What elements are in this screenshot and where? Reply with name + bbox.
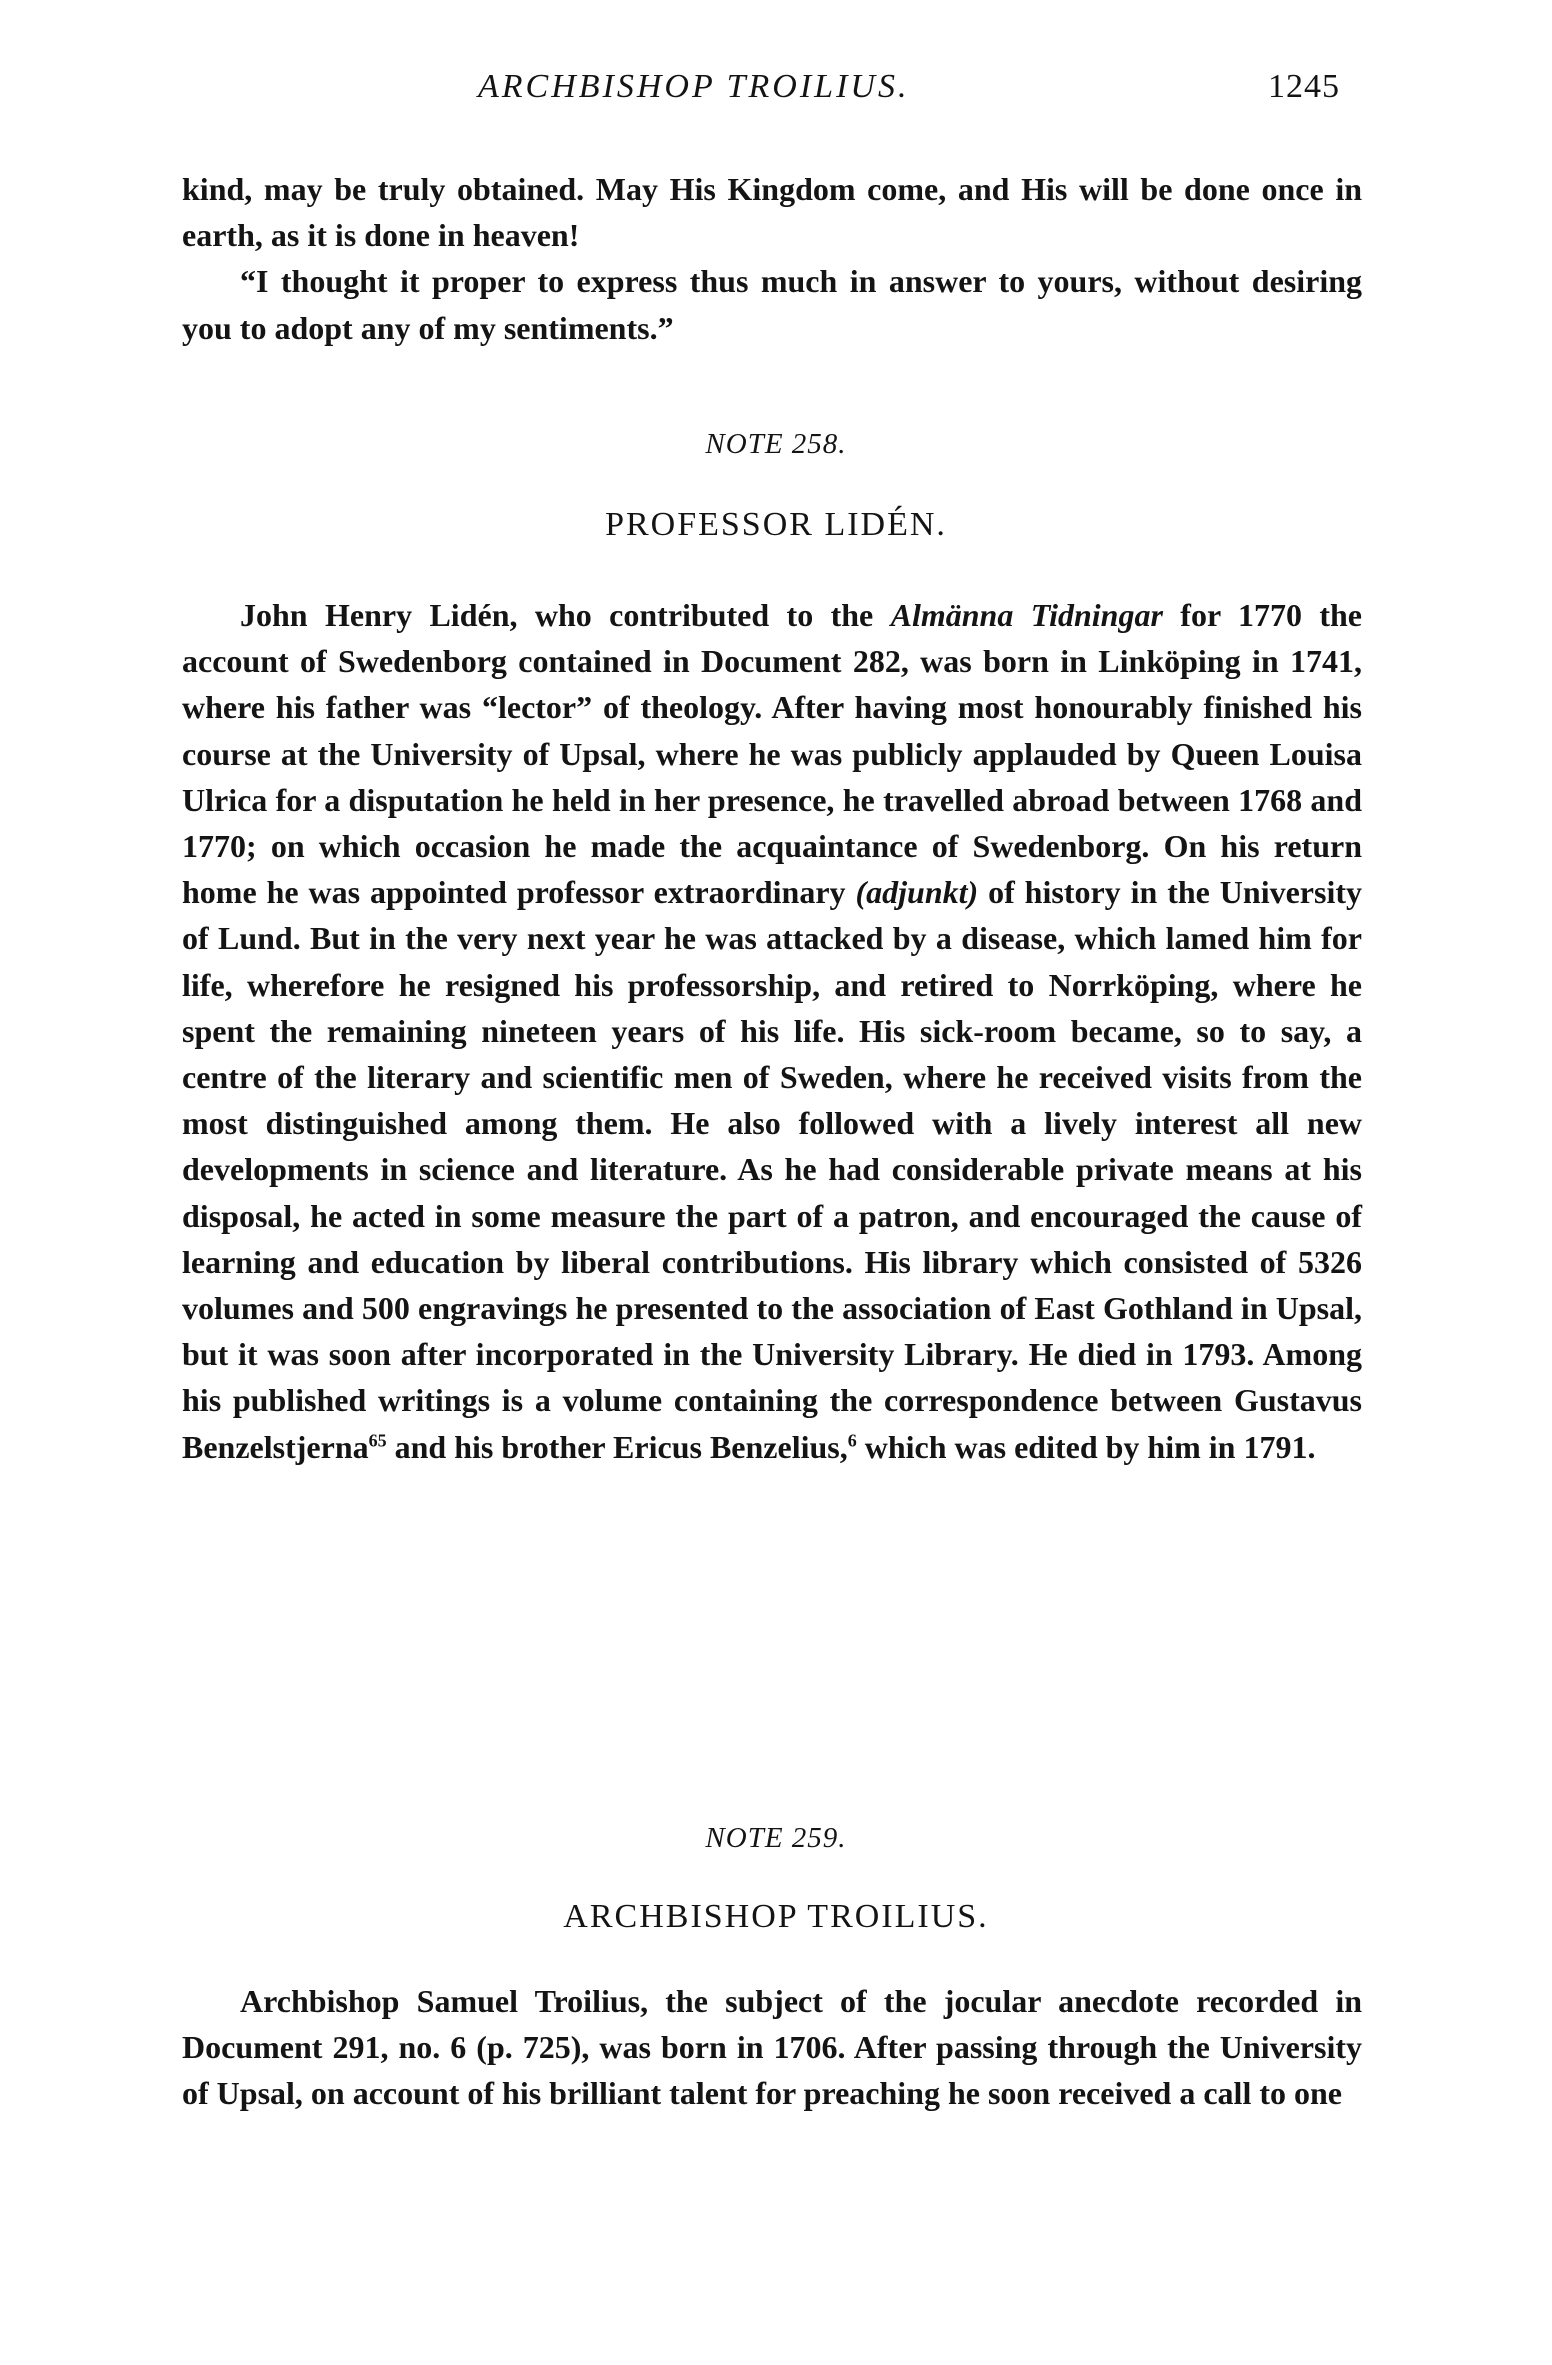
note-259-label: NOTE 259. — [705, 1822, 847, 1854]
journal-title: Almänna Tidningar — [890, 597, 1163, 633]
note-258-label: NOTE 258. — [705, 428, 847, 460]
continuation-text — [182, 166, 1362, 351]
note-258-text-d: and his brother Ericus Benzelius, — [386, 1428, 848, 1465]
note-259-title: ARCHBISHOP TROILIUS. — [563, 1898, 989, 1935]
footnote-ref-6: 6 — [847, 1430, 857, 1450]
note-258-paragraph — [182, 592, 1362, 1470]
running-title: ARCHBISHOP TROILIUS. — [478, 68, 910, 105]
page-number: 1245 — [1268, 68, 1340, 105]
note-259-paragraph: Archbishop Samuel Troilius, the subject of the jocular anecdote recorded in Document 291, no. 6 (p. 725), was born in 1706. After passing through the University of Upsal, on account of his brilliant talent for preaching he soon received a call to one — [182, 1983, 1362, 2112]
footnote-ref-65: 65 — [368, 1430, 387, 1450]
note-258-text-c: of history in the University of Lund. But in the very next year he was attacked by a disease, which lamed him for life, wherefore he resigned his professorship, and retired to Norrköping, where he spent the remaining nineteen years of his life. His sick-room became, so to say, a centre of the literary and scientific men of Sweden, where he received visits from the most distinguished among them. He also followed with a lively interest all new developments in science and literature. As he had considerable private means at his disposal, he acted in some measure the part of a patron, and encouraged the cause of learning and education by liberal contributions. His library which consisted of 5326 volumes and 500 engravings he presented to the association of East Gothland in Upsal, but it was soon after incorporated in the University Library. He died in 1793. Among his published writings is a volume containing the correspondence between Gustavus Benzelstjerna — [182, 874, 1363, 1465]
note-258-text-b: for 1770 the account of Swedenborg contained in Document 282, was born in Linköping in 1741, where his father was “lector” of theology. After having most honourably finished his course at the University of Upsal, where he was publicly applauded by Queen Louisa Ulrica for a disputation he held in her presence, he travelled abroad between 1768 and 1770; on which occasion he made the acquaintance of Swedenborg. On his return home he was appointed professor extraordinary — [182, 597, 1363, 911]
note-258-text-a: John Henry Lidén, who contributed to the — [240, 597, 891, 633]
note-259-body — [182, 1978, 1362, 2117]
note-258-body — [182, 592, 1362, 1470]
note-258-title: PROFESSOR LIDÉN. — [605, 506, 947, 543]
running-head — [0, 68, 1552, 128]
continuation-paragraph-1: kind, may be truly obtained. May His Kingdom come, and His will be done once in earth, as it is done in heaven! — [182, 171, 1362, 254]
adjunkt-term: (adjunkt) — [855, 874, 979, 911]
continuation-paragraph-2: “I thought it proper to express thus much in answer to yours, without desiring you to adopt any of my sentiments.” — [182, 263, 1362, 346]
note-258-text-e: which was edited by him in 1791. — [856, 1428, 1316, 1465]
